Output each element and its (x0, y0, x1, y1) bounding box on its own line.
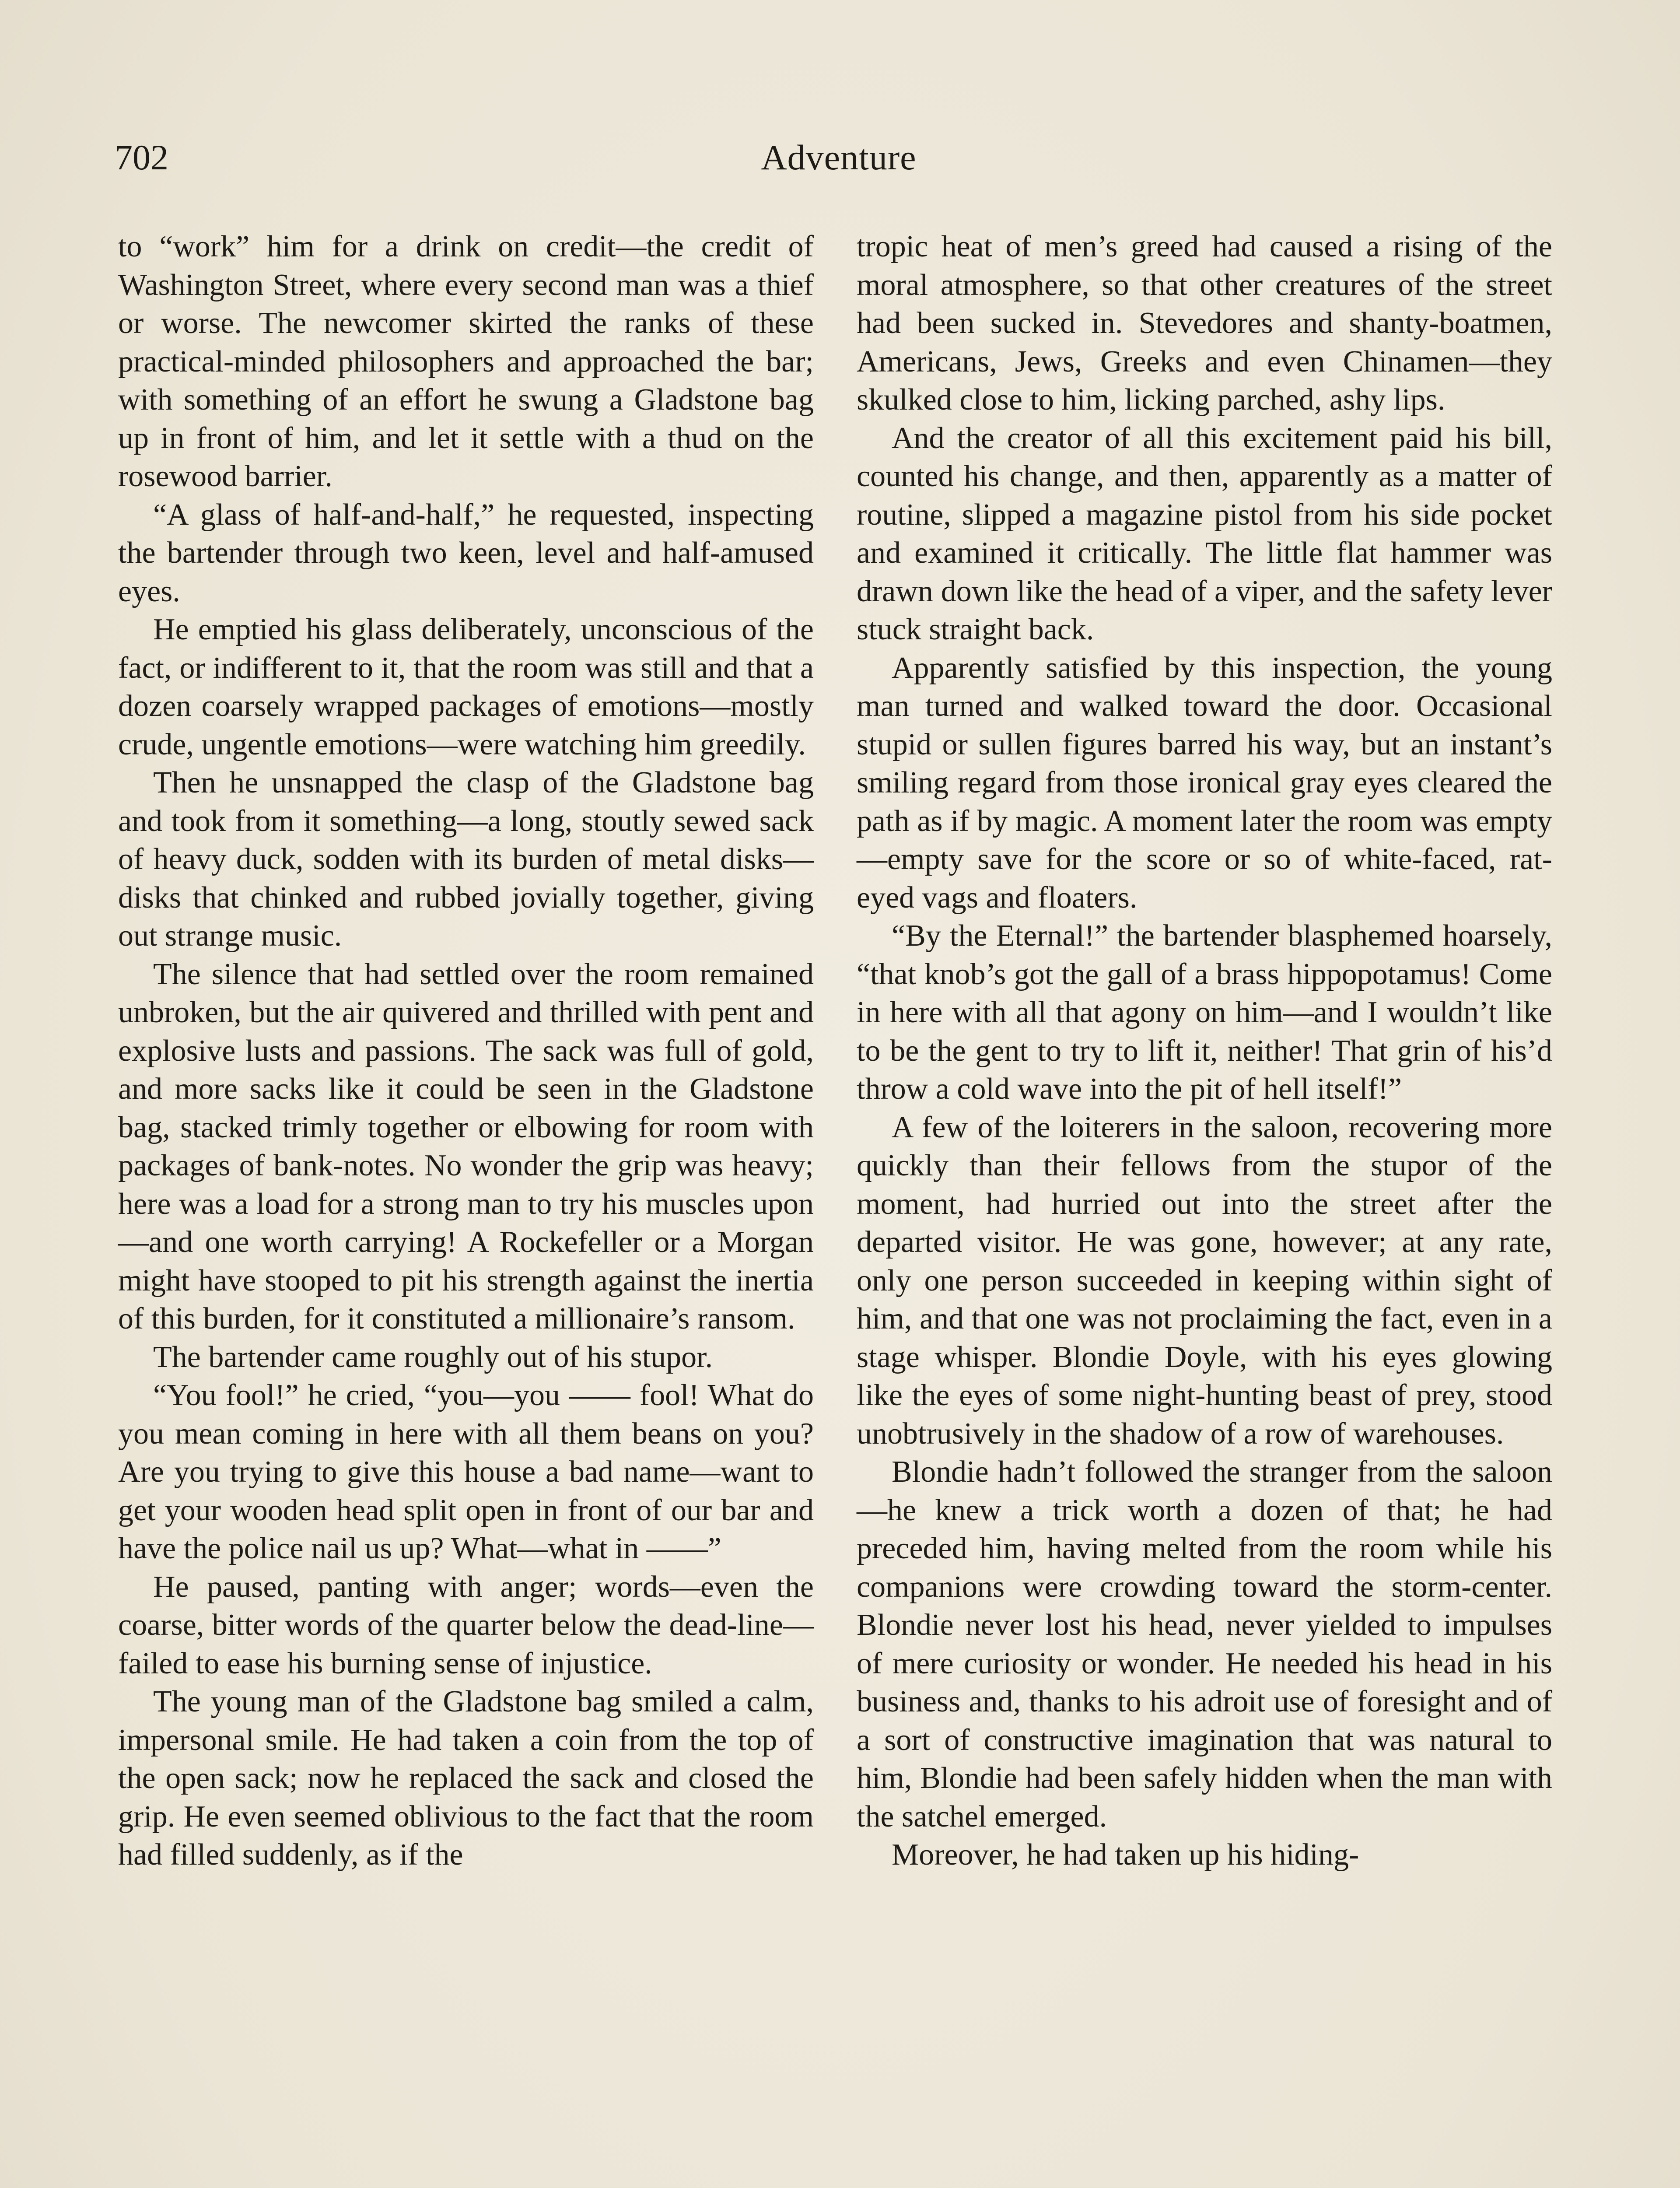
paragraph: The young man of the Gladstone bag smiled a calm, impersonal smile. He had taken a coin from the top of the open sack; now he replaced the sack and closed the grip. He even seemed oblivious to the fact that the room had filled suddenly, as if the (118, 1685, 814, 1872)
left-column (118, 228, 814, 1874)
paragraph: Then he unsnapped the clasp of the Gladstone bag and took from it something—a long, stoutly sewed sack of heavy duck, sodden with its burden of metal disks—disks that chinked and rubbed jovially together, giving out strange music. (118, 766, 814, 953)
running-title: Adventure (761, 137, 917, 177)
paragraph: And the creator of all this excitement paid his bill, counted his change, and then, apparently as a matter of routine, slipped a magazine pistol from his side pocket and examined it critically. The little flat hammer was drawn down like the head of a viper, and the safety lever stuck straight back. (857, 421, 1552, 646)
paragraph: The silence that had settled over the room remained unbroken, but the air quivered and thrilled with pent and explosive lusts and passions. The sack was full of gold, and more sacks like it could be seen in the Gladstone bag, stacked trimly together or elbowing for room with packages of bank-notes. No wonder the grip was heavy; here was a load for a strong man to try his muscles upon—and one worth carrying! A Rockefeller or a Morgan might have stooped to pit his strength against the inertia of this burden, for it constituted a millionaire’s ransom. (118, 957, 814, 1336)
paragraph: The bartender came roughly out of his stupor. (153, 1340, 713, 1374)
paragraph: Apparently satisfied by this inspection, the young man turned and walked toward the door. Occasional stupid or sullen figures barred his way, but an instant’s smiling regard from those ironical gray eyes cleared the path as if by magic. A moment later the room was empty—empty save for the score or so of white-faced, rat-eyed vags and floaters. (857, 651, 1552, 915)
page-header (115, 131, 1563, 193)
paragraph: “By the Eternal!” the bartender blasphemed hoarsely, “that knob’s got the gall of a brass hippopotamus! Come in here with all that agony on him—and I wouldn’t like to be the gent to try to lift it, neither! That grin of his’d throw a cold wave into the pit of hell itself!” (857, 919, 1552, 1106)
paragraph: to “work” him for a drink on credit—the credit of Washington Street, where every second man was a thief or worse. The newcomer skirted the ranks of these practical-minded philosophers and approached the bar; with something of an effort he swung a Gladstone bag up in front of him, and let it settle with a thud on the rosewood barrier. (118, 230, 814, 493)
paragraph: “A glass of half-and-half,” he requested, inspecting the bartender through two keen, level and half-amused eyes. (118, 498, 814, 608)
paragraph: He emptied his glass deliberately, unconscious of the fact, or indifferent to it, that the room was still and that a dozen coarsely wrapped packages of emotions—mostly crude, ungentle emotions—were watching him greedily. (118, 613, 814, 761)
paragraph: Blondie hadn’t followed the stranger from the saloon—he knew a trick worth a dozen of that; he had preceded him, having melted from the room while his companions were crowding toward the storm-center. Blondie never lost his head, never yielded to impulses of mere curiosity or wonder. He needed his head in his business and, thanks to his adroit use of foresight and of a sort of constructive imagination that was natural to him, Blondie had been safely hidden when the man with the satchel emerged. (857, 1455, 1552, 1834)
paragraph: He paused, panting with anger; words—even the coarse, bitter words of the quarter below the dead-line—failed to ease his burning sense of injustice. (118, 1570, 814, 1680)
paragraph: “You fool!” he cried, “you—you —— fool! What do you mean coming in here with all them beans on you? Are you trying to give this house a bad name—want to get your wooden head split open in front of our bar and have the police nail us up? What—what in ——” (118, 1378, 814, 1565)
paragraph: tropic heat of men’s greed had caused a rising of the moral atmosphere, so that other creatures of the street had been sucked in. Stevedores and shanty-boatmen, Americans, Jews, Greeks and even Chinamen—they skulked close to him, licking parched, ashy lips. (857, 230, 1552, 417)
paragraph: Moreover, he had taken up his hiding- (892, 1838, 1359, 1872)
page-number: 702 (115, 137, 168, 177)
right-column (857, 228, 1552, 1874)
paragraph: A few of the loiterers in the saloon, recovering more quickly than their fellows from the stupor of the moment, had hurried out into the street after the departed visitor. He was gone, however; at any rate, only one person succeeded in keeping within sight of him, and that one was not proclaiming the fact, even in a stage whisper. Blondie Doyle, with his eyes glowing like the eyes of some night-hunting beast of prey, stood unobtrusively in the shadow of a row of warehouses. (857, 1110, 1552, 1451)
